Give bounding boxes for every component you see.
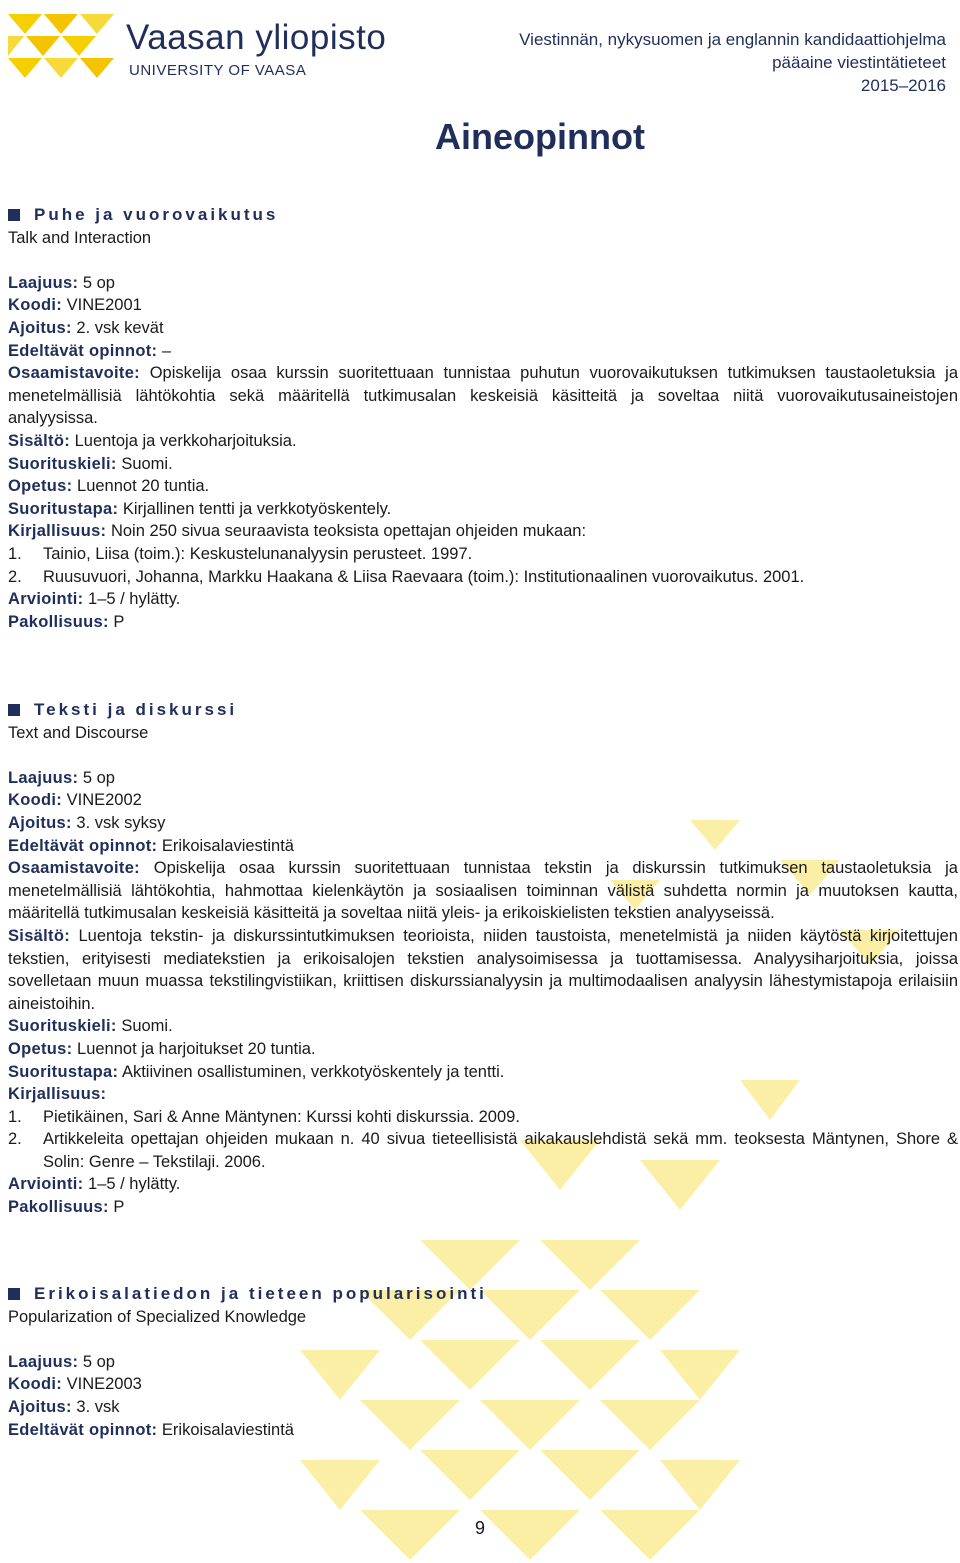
course-field: Sisältö: Luentoja ja verkkoharjoituksia. [8,431,297,450]
programme-header [519,28,946,97]
course-title-en: Talk and Interaction [8,228,152,247]
logo-name-en: UNIVERSITY OF VAASA [129,62,307,79]
course-field: Koodi: VINE2003 [8,1375,142,1394]
logo-triangles-icon [8,14,116,78]
course-field: Laajuus: 5 op [8,1352,115,1371]
square-bullet-icon [8,1288,20,1300]
literature-item: 2. Artikkeleita opettajan ohjeiden mukaan n. 40 sivua tieteellisistä aikakauslehdistä sekä mm. teoksesta Mäntynen, Shore & Solin: Genre – Tekstilaji. 2006. [8,1130,958,1171]
programme-name: Viestinnän, nykysuomen ja englannin kandidaattiohjelma [519,30,946,49]
course-field: Koodi: VINE2002 [8,791,142,810]
programme-year: 2015–2016 [860,76,946,95]
university-logo [8,12,388,82]
course-section [8,1283,958,1441]
course-field: Kirjallisuus: [8,1085,107,1104]
course-section [8,699,958,1219]
course-field: Ajoitus: 3. vsk syksy [8,813,166,832]
course-title-en: Text and Discourse [8,723,149,742]
course-field: Laajuus: 5 op [8,273,115,292]
course-field: Opetus: Luennot 20 tuntia. [8,477,210,496]
course-field: Kirjallisuus: Noin 250 sivua seuraavista teoksista opettajan ohjeiden mukaan: [8,522,587,541]
literature-item: 2. Ruusuvuori, Johanna, Markku Haakana & Liisa Raevaara (toim.): Institutionaalinen vuorovaikutus. 2001. [8,567,805,586]
course-field: Arviointi: 1–5 / hylätty. [8,1175,181,1194]
square-bullet-icon [8,209,20,221]
course-field: Suoritustapa: Kirjallinen tentti ja verkkotyöskentely. [8,499,392,518]
course-field: Ajoitus: 3. vsk [8,1397,120,1416]
course-field: Edeltävät opinnot: – [8,341,172,360]
course-field: Arviointi: 1–5 / hylätty. [8,590,181,609]
course-section [8,204,958,633]
course-field: Pakollisuus: P [8,1198,125,1217]
course-field: Suoritustapa: Aktiivinen osallistuminen, verkkotyöskentely ja tentti. [8,1062,505,1081]
course-field: Osaamistavoite: Opiskelija osaa kurssin suoritettuaan tunnistaa tekstin ja diskurssin tutkimuksen taustaoletuksia ja menetelmällisiä lähtökohtia, hahmottaa kielenkäytön ja sosiaalisen toiminnan välistä suhdetta normin ja muutoksen kautta, määritellä tutkimusalan keskeisiä käsitteitä ja soveltaa niitä yleis- ja erikoiskielisten tekstien analyyseissä. [8,859,958,923]
course-field: Sisältö: Luentoja tekstin- ja diskurssintutkimuksen teorioista, niiden taustoista, menetelmistä ja niiden käytöstä kirjoitettujen tekstien, erityisesti mediatekstien ja erikoisalojen tekstien analysoimisessa ja tuottamisessa. Analyysiharjoituksia, joissa sovelletaan muun muassa tekstilingvistiikan, kriittisen diskurssianalyysin ja multimodaalisen analyysin lähestymistapoja erilaisiin aineistoihin. [8,926,958,1013]
logo-name: Vaasan yliopisto [126,18,387,57]
course-field: Edeltävät opinnot: Erikoisalaviestintä [8,1420,294,1439]
course-field: Osaamistavoite: Opiskelija osaa kurssin suoritettuaan tunnistaa puhutun vuorovaikutuksen tutkimuksen taustaoletuksia ja menetelmällisiä lähtökohtia sekä määritellä tutkimusalan keskeisiä käsitteitä ja soveltaa niitä vuorovaikutusaineistojen analyysissa. [8,364,958,428]
course-field: Suorituskieli: Suomi. [8,454,173,473]
course-field: Pakollisuus: P [8,612,125,631]
course-field: Ajoitus: 2. vsk kevät [8,318,164,337]
course-field: Opetus: Luennot ja harjoitukset 20 tuntia. [8,1039,316,1058]
page-number: 9 [474,1518,485,1538]
course-field: Edeltävät opinnot: Erikoisalaviestintä [8,836,294,855]
course-title-en: Popularization of Specialized Knowledge [8,1307,307,1326]
literature-item: 1. Pietikäinen, Sari & Anne Mäntynen: Kurssi kohti diskurssia. 2009. [8,1107,520,1126]
course-title: Erikoisalatiedon ja tieteen popularisointi [8,1283,958,1306]
course-title: Puhe ja vuorovaikutus [8,204,958,227]
square-bullet-icon [8,704,20,716]
course-field: Laajuus: 5 op [8,768,115,787]
programme-major: pääaine viestintätieteet [772,53,946,72]
page-title: Aineopinnot [435,116,645,157]
course-field: Koodi: VINE2001 [8,296,142,315]
course-field: Suorituskieli: Suomi. [8,1017,173,1036]
literature-item: 1. Tainio, Liisa (toim.): Keskustelunanalyysin perusteet. 1997. [8,544,473,563]
course-title: Teksti ja diskurssi [8,699,958,722]
